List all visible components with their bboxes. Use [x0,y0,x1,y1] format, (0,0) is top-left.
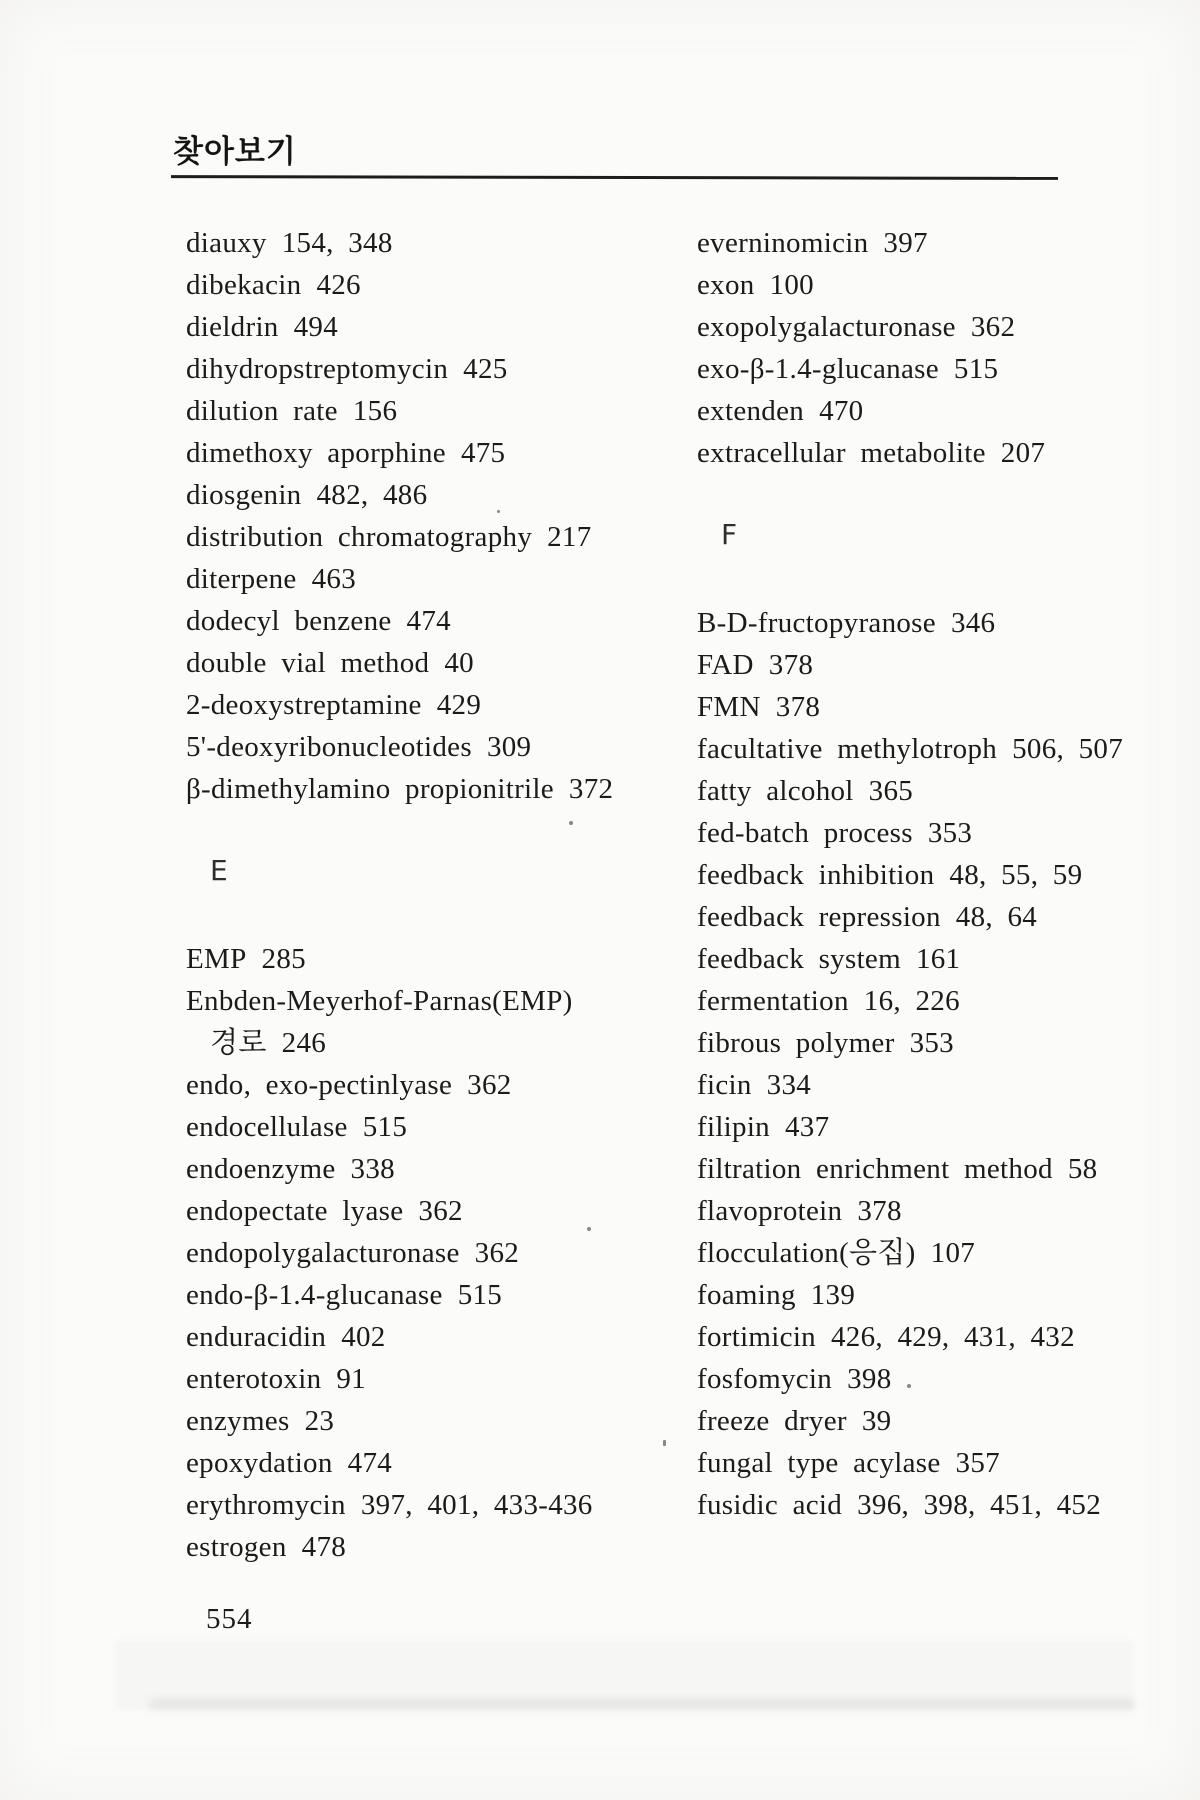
index-entry [697,1484,1197,1526]
index-entry [697,896,1197,938]
index-entry [186,1106,686,1148]
entry-pages: 23 [304,1405,335,1437]
entry-term: dodecyl benzene [186,605,392,637]
scan-speck [663,1440,666,1446]
index-entry [186,432,686,474]
entry-term: everninomicin [697,227,869,259]
entry-term: fibrous polymer [697,1027,895,1059]
index-column-right [697,222,1197,1526]
entry-pages: 482, 486 [316,479,428,511]
header-rule [171,175,1058,180]
entry-term: feedback system [697,943,901,975]
index-entry [697,602,1197,644]
entry-term: dieldrin [186,311,279,343]
index-entry [186,684,686,726]
index-entry [697,728,1197,770]
entry-pages: 402 [341,1321,386,1353]
entry-term: distribution chromatography [186,521,533,553]
entry-term: exopolygalacturonase [697,311,956,343]
index-entry [186,348,686,390]
index-entry [697,770,1197,812]
entry-pages: 362 [467,1069,512,1101]
index-entry [186,1022,686,1064]
index-entry [186,1316,686,1358]
index-entry [697,686,1197,728]
index-entry [697,1232,1197,1274]
entry-term: erythromycin [186,1489,346,1521]
scan-speck [497,510,500,513]
entry-term: fosfomycin [697,1363,833,1395]
entry-pages: 372 [568,773,614,805]
index-entry [186,1484,686,1526]
entry-pages: 397 [883,227,928,259]
entry-pages: 217 [547,521,592,553]
entry-term: exo-β-1.4-glucanase [697,353,939,385]
entry-term: filipin [697,1111,770,1143]
entry-pages: 426 [316,269,361,301]
entry-term: diauxy [186,227,267,259]
index-entry [186,726,686,768]
entry-term: fortimicin [697,1321,816,1353]
entry-term: 경로 [210,1027,267,1059]
index-entry [697,1148,1197,1190]
entry-term: estrogen [186,1531,287,1563]
entry-term: EMP [186,943,247,975]
index-entry [697,1190,1197,1232]
entry-term: feedback inhibition [697,859,935,891]
entry-term: FMN [697,691,761,723]
index-entry [697,1022,1197,1064]
index-entry [186,390,686,432]
entry-pages: 91 [336,1363,366,1395]
entry-term: exon [697,269,755,301]
scan-speck [907,1384,911,1388]
index-entry [186,1064,686,1106]
entry-pages: 425 [463,353,508,385]
index-entry [186,1274,686,1316]
index-entry [186,1190,686,1232]
index-entry [186,306,686,348]
index-entry [186,938,686,980]
entry-pages: 396, 398, 451, 452 [857,1489,1101,1521]
entry-pages: 139 [810,1279,856,1311]
entry-pages: 515 [362,1111,408,1143]
entry-pages: 478 [301,1531,347,1563]
index-entry [697,390,1197,432]
entry-pages: 207 [1000,437,1046,469]
entry-term: endo-β-1.4-glucanase [186,1279,443,1311]
entry-pages: 156 [352,395,398,427]
entry-pages: 365 [868,775,914,807]
page-number: 554 [206,1603,253,1635]
entry-pages: 346 [950,607,996,639]
entry-term: facultative methylotroph [697,733,998,765]
entry-pages: 437 [785,1111,830,1143]
index-entry [697,348,1197,390]
entry-pages: 378 [775,691,821,723]
entry-pages: 246 [281,1027,327,1059]
index-entry [697,1442,1197,1484]
scan-speck [569,821,573,825]
entry-term: endopolygalacturonase [186,1237,460,1269]
entry-term: fungal type acylase [697,1447,941,1479]
entry-pages: 362 [474,1237,520,1269]
entry-pages: 474 [406,605,451,637]
index-entry [186,600,686,642]
entry-pages: 506, 507 [1012,733,1123,765]
entry-term: 2-deoxystreptamine [186,689,422,721]
entry-pages: 353 [927,817,973,849]
index-entry [697,644,1197,686]
index-entry [697,1106,1197,1148]
entry-term: dihydropstreptomycin [186,353,449,385]
entry-term: flavoprotein [697,1195,843,1227]
entry-pages: 48, 55, 59 [949,859,1083,891]
entry-term: foaming [697,1279,796,1311]
index-entry [697,938,1197,980]
index-entry [186,1442,686,1484]
index-entry [186,1526,686,1568]
entry-pages: 470 [819,395,864,427]
scan-speck [587,1227,591,1231]
entry-term: B-D-fructopyranose [697,607,936,639]
entry-term: FAD [697,649,754,681]
entry-term: diterpene [186,563,297,595]
entry-term: dibekacin [186,269,302,301]
index-entry [186,516,686,558]
entry-pages: 515 [457,1279,503,1311]
entry-pages: 362 [970,311,1016,343]
entry-term: fusidic acid [697,1489,843,1521]
index-entry [186,768,686,810]
entry-pages: 429 [436,689,482,721]
entry-pages: 398 [847,1363,892,1395]
entry-pages: 39 [861,1405,892,1437]
entry-pages: 334 [766,1069,812,1101]
index-entry [186,980,686,1022]
index-entry [697,432,1197,474]
index-entry [697,1274,1197,1316]
index-entry [697,264,1197,306]
entry-term: epoxydation [186,1447,333,1479]
index-entry [186,558,686,600]
entry-term: endoenzyme [186,1153,336,1185]
index-entry [697,1400,1197,1442]
entry-term: extracellular metabolite [697,437,986,469]
entry-pages: 309 [486,731,532,763]
entry-term: 5'-deoxyribonucleotides [186,731,472,763]
section-heading-f: F [721,518,738,551]
entry-pages: 285 [261,943,306,975]
entry-pages: 16, 226 [863,985,960,1017]
entry-pages: 107 [930,1237,976,1269]
entry-term: ficin [697,1069,752,1101]
entry-pages: 463 [311,563,356,595]
index-entry [186,1358,686,1400]
entry-term: filtration enrichment method [697,1153,1053,1185]
index-entry [697,854,1197,896]
index-entry [697,980,1197,1022]
index-entry [697,222,1197,264]
index-entry [186,642,686,684]
entry-term: fed-batch process [697,817,913,849]
section-heading-e: E [210,854,228,887]
entry-term: enduracidin [186,1321,327,1353]
index-entry [186,474,686,516]
index-entry [697,1064,1197,1106]
entry-term: double vial method [186,647,430,679]
entry-pages: 58 [1067,1153,1098,1185]
scan-artifact-streak [150,1698,1135,1710]
entry-term: endo, exo-pectinlyase [186,1069,453,1101]
entry-term: freeze dryer [697,1405,847,1437]
entry-term: enterotoxin [186,1363,322,1395]
entry-term: endocellulase [186,1111,348,1143]
entry-term: enzymes [186,1405,290,1437]
entry-pages: 154, 348 [281,227,393,259]
index-entry [697,306,1197,348]
entry-term: diosgenin [186,479,302,511]
entry-term: extenden [697,395,805,427]
entry-term: endopectate lyase [186,1195,404,1227]
index-column-left [186,222,686,1568]
entry-pages: 515 [953,353,999,385]
index-entry [697,1358,1197,1400]
index-entry [186,1148,686,1190]
index-entry [697,1316,1197,1358]
index-entry [186,1232,686,1274]
entry-pages: 338 [350,1153,395,1185]
entry-pages: 353 [909,1027,954,1059]
entry-pages: 161 [915,943,961,975]
entry-term: fatty alcohol [697,775,854,807]
index-entry [697,812,1197,854]
entry-pages: 474 [347,1447,393,1479]
entry-term: dimethoxy aporphine [186,437,446,469]
entry-pages: 357 [955,1447,1000,1479]
entry-term: feedback repression [697,901,941,933]
entry-term: β-dimethylamino propionitrile [186,773,554,805]
index-entry [186,1400,686,1442]
entry-pages: 100 [769,269,814,301]
entry-term: dilution rate [186,395,338,427]
entry-term: flocculation(응집) [697,1237,916,1269]
entry-pages: 362 [418,1195,463,1227]
page-header-title: 찾아보기 [173,134,297,170]
index-entry [186,222,686,264]
entry-pages: 475 [460,437,506,469]
entry-pages: 494 [293,311,339,343]
entry-pages: 397, 401, 433-436 [360,1489,593,1521]
entry-term: fermentation [697,985,849,1017]
entry-pages: 378 [768,649,814,681]
entry-pages: 378 [857,1195,902,1227]
entry-pages: 426, 429, 431, 432 [830,1321,1075,1353]
entry-pages: 40 [444,647,474,679]
entry-pages: 48, 64 [955,901,1038,933]
index-entry [186,264,686,306]
entry-term: Enbden-Meyerhof-Parnas(EMP) [186,985,573,1017]
